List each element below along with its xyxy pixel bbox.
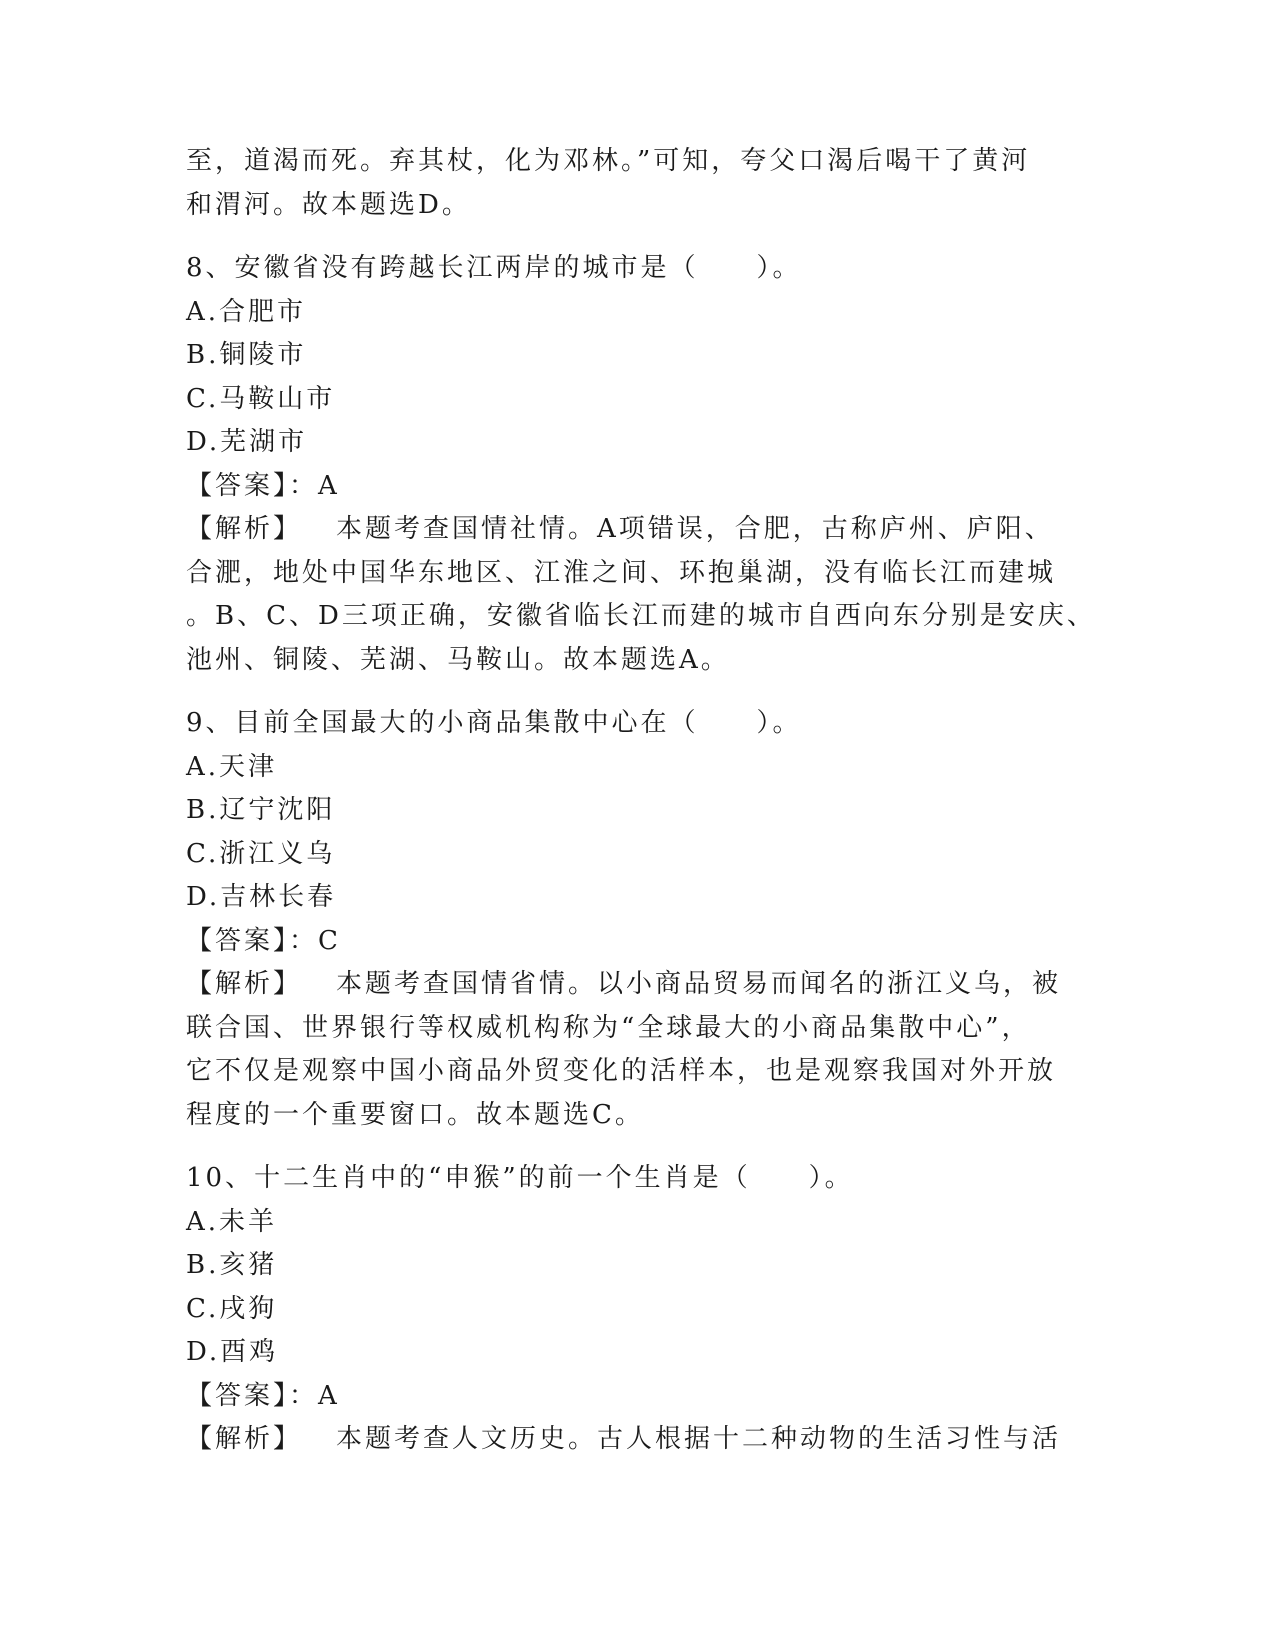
analysis-line: 合淝，地处中国华东地区、江淮之间、环抱巢湖，没有临长江而建城 [186,557,1057,588]
question-stem: 8、安徽省没有跨越长江两岸的城市是（ ）。 [186,253,802,283]
analysis-text: 本题考查国情省情。以小商品贸易而闻名的浙江义乌，被 [336,969,1062,999]
analysis-line [186,963,1066,1007]
question-block-8 [186,247,1096,682]
option-d: D.吉林长春 [186,882,337,912]
analysis-label: 【解析】 [186,1424,303,1454]
answer-value: A [318,470,340,501]
intro-line: 至，道渴而死。弃其杖，化为邓林。”可知，夸父口渴后喝干了黄河 [186,146,1031,176]
analysis-line [186,508,1066,552]
question-block-10 [186,1157,1066,1462]
document-page [186,140,1096,1462]
option-b: B.铜陵市 [186,340,307,370]
answer-line [186,1375,1066,1419]
answer-line [186,920,1066,964]
analysis-line [186,1418,1066,1462]
option-c: C.戌狗 [186,1293,278,1324]
option-a: A.天津 [186,751,278,782]
answer-value: A [318,1380,340,1411]
option-b: B.辽宁沈阳 [186,795,336,825]
option-c: C.马鞍山市 [186,383,336,414]
answer-line [186,465,1066,509]
option-d: D.芜湖市 [186,427,308,457]
option-a: A.合肥市 [186,296,307,327]
question-block-9 [186,702,1066,1137]
analysis-text: 本题考查人文历史。古人根据十二种动物的生活习性与活 [336,1424,1062,1454]
option-b: B.亥猪 [186,1250,278,1280]
analysis-label: 【解析】 [186,514,303,544]
analysis-line: 程度的一个重要窗口。故本题选C。 [186,1099,644,1130]
option-c: C.浙江义乌 [186,838,336,869]
answer-label: 【答案】： [186,470,319,501]
question-stem: 9、目前全国最大的小商品集散中心在（ ）。 [186,708,802,738]
analysis-text: 本题考查国情社情。A项错误，合肥，古称庐州、庐阳、 [336,514,1054,544]
answer-value: C [318,925,341,956]
option-d: D.酉鸡 [186,1337,279,1367]
analysis-line: 联合国、世界银行等权威机构称为“全球最大的小商品集散中心”， [186,1012,1031,1043]
analysis-label: 【解析】 [186,969,303,999]
answer-label: 【答案】： [186,1380,319,1411]
question-stem: 10、十二生肖中的“申猴”的前一个生肖是（ ）。 [186,1163,854,1193]
option-a: A.未羊 [186,1206,278,1237]
analysis-line: 池州、铜陵、芜湖、马鞍山。故本题选A。 [186,644,730,675]
analysis-line: 它不仅是观察中国小商品外贸变化的活样本，也是观察我国对外开放 [186,1056,1057,1086]
intro-line: 和渭河。故本题选D。 [186,189,471,220]
analysis-line: 。B、C、D三项正确，安徽省临长江而建的城市自西向东分别是安庆、 [186,601,1096,631]
answer-label: 【答案】： [186,925,319,956]
